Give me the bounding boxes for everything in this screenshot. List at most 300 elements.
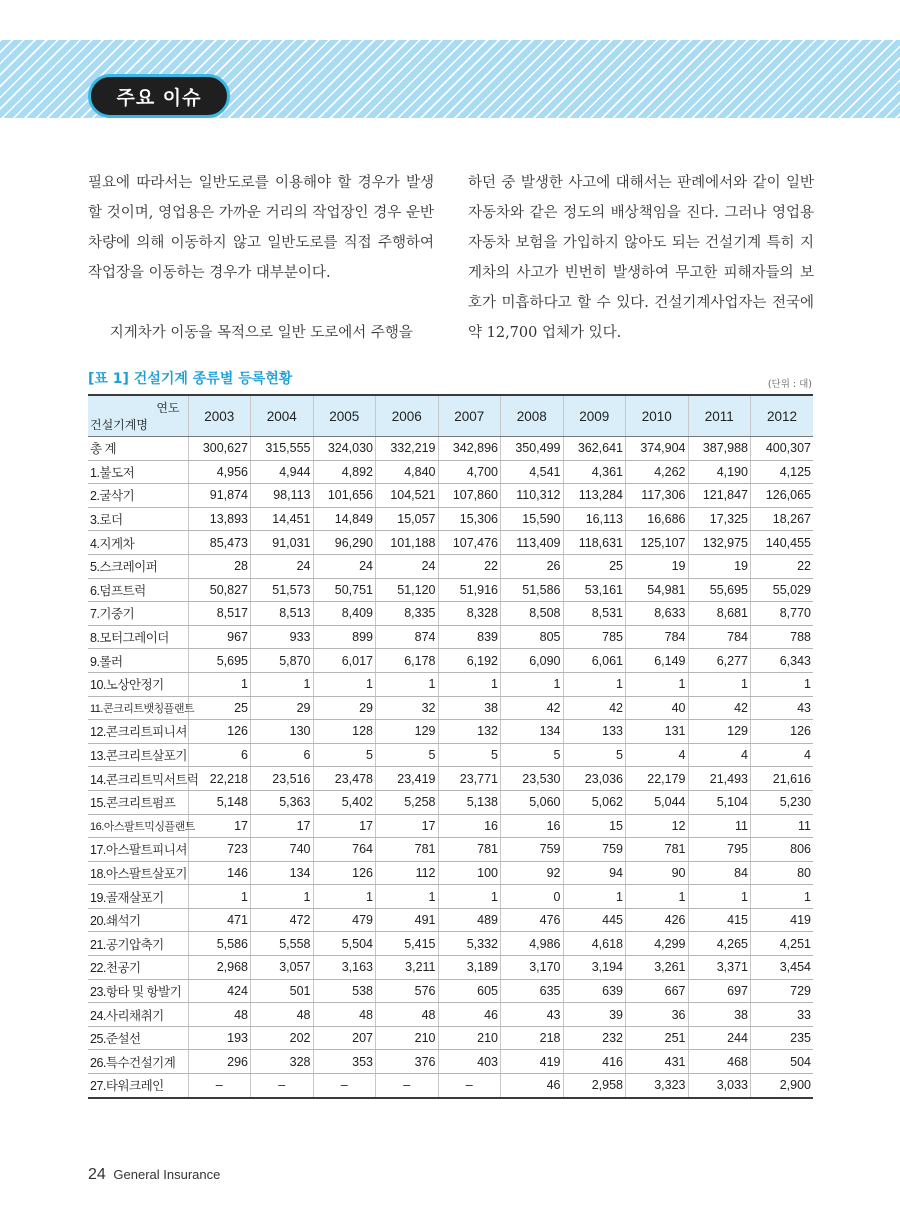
value-cell: 5,695 (188, 649, 251, 673)
machine-name-cell: 20.쇄석기 (88, 908, 188, 932)
value-cell: 784 (626, 625, 689, 649)
value-cell: 784 (688, 625, 751, 649)
machine-name-cell: 26.특수건설기계 (88, 1050, 188, 1074)
value-cell: 424 (188, 979, 251, 1003)
value-cell: 468 (688, 1050, 751, 1074)
machine-name-cell: 12.콘크리트피니셔 (88, 720, 188, 744)
value-cell: 5,870 (251, 649, 314, 673)
value-cell: 416 (563, 1050, 626, 1074)
value-cell: 55,695 (688, 578, 751, 602)
value-cell: 42 (688, 696, 751, 720)
machine-name-cell: 23.항타 및 항발기 (88, 979, 188, 1003)
value-cell: 605 (438, 979, 501, 1003)
value-cell: 98,113 (251, 484, 314, 508)
value-cell: 22,218 (188, 767, 251, 791)
value-cell: 14,451 (251, 507, 314, 531)
value-cell: 129 (376, 720, 439, 744)
value-cell: 781 (438, 838, 501, 862)
value-cell: 342,896 (438, 437, 501, 461)
value-cell: 5,258 (376, 790, 439, 814)
value-cell: 24 (251, 554, 314, 578)
value-cell: 11 (688, 814, 751, 838)
value-cell: 15,057 (376, 507, 439, 531)
value-cell: 4 (688, 743, 751, 767)
value-cell: 6,061 (563, 649, 626, 673)
value-cell: 16 (438, 814, 501, 838)
table-row (88, 554, 813, 578)
year-header: 2007 (438, 395, 501, 437)
value-cell: 126 (751, 720, 814, 744)
value-cell: 759 (563, 838, 626, 862)
machine-name-cell: 2.굴삭기 (88, 484, 188, 508)
value-cell: 22 (751, 554, 814, 578)
value-cell: 51,916 (438, 578, 501, 602)
value-cell: 489 (438, 908, 501, 932)
value-cell: 6 (188, 743, 251, 767)
value-cell: 8,328 (438, 602, 501, 626)
table-row (88, 908, 813, 932)
value-cell: 8,770 (751, 602, 814, 626)
value-cell: 3,163 (313, 956, 376, 980)
value-cell: 48 (313, 1003, 376, 1027)
value-cell: 128 (313, 720, 376, 744)
table-body (88, 437, 813, 1098)
value-cell: 8,513 (251, 602, 314, 626)
table-row (88, 956, 813, 980)
value-cell: 1 (626, 885, 689, 909)
value-cell: 8,508 (501, 602, 564, 626)
value-cell: 899 (313, 625, 376, 649)
year-header: 2012 (751, 395, 814, 437)
machine-name-cell: 18.아스팔트살포기 (88, 861, 188, 885)
value-cell: 54,981 (626, 578, 689, 602)
value-cell: 5,060 (501, 790, 564, 814)
table-row (88, 838, 813, 862)
machine-name-cell: 5.스크레이퍼 (88, 554, 188, 578)
value-cell: 113,409 (501, 531, 564, 555)
value-cell: 3,194 (563, 956, 626, 980)
table-row (88, 720, 813, 744)
value-cell: 788 (751, 625, 814, 649)
value-cell: 839 (438, 625, 501, 649)
value-cell: 16,686 (626, 507, 689, 531)
value-cell: 795 (688, 838, 751, 862)
year-header: 2011 (688, 395, 751, 437)
machine-name-cell: 9.롤러 (88, 649, 188, 673)
value-cell: 55,029 (751, 578, 814, 602)
year-header: 2009 (563, 395, 626, 437)
value-cell: 32 (376, 696, 439, 720)
value-cell: 29 (251, 696, 314, 720)
value-cell: 6,149 (626, 649, 689, 673)
value-cell: 110,312 (501, 484, 564, 508)
table-header-row (88, 395, 813, 437)
value-cell: 387,988 (688, 437, 751, 461)
value-cell: 419 (751, 908, 814, 932)
value-cell: 639 (563, 979, 626, 1003)
value-cell: 781 (376, 838, 439, 862)
value-cell: 4,541 (501, 460, 564, 484)
value-cell: 51,586 (501, 578, 564, 602)
value-cell: 874 (376, 625, 439, 649)
value-cell: 328 (251, 1050, 314, 1074)
value-cell: 15,306 (438, 507, 501, 531)
value-cell: 101,188 (376, 531, 439, 555)
value-cell: 4,299 (626, 932, 689, 956)
value-cell: 134 (251, 861, 314, 885)
value-cell: 121,847 (688, 484, 751, 508)
value-cell: – (188, 1074, 251, 1098)
value-cell: 785 (563, 625, 626, 649)
value-cell: 403 (438, 1050, 501, 1074)
page-number: 24 (88, 1166, 106, 1183)
value-cell: 38 (688, 1003, 751, 1027)
paragraph: 하던 중 발생한 사고에 대해서는 판례에서와 같이 일반 자동차와 같은 정도의 배상책임을 진다. 그러나 영업용 자동차 보험을 가입하지 않아도 되는 건설기계 특히 지게차의 사고가 빈번히 발생하여 무고한 피해자들의 보호가 미흡하다고 할 수 있다. 건설기계사업자는 전국에 약 12,700 업체가 있다. (468, 175, 814, 341)
value-cell: 296 (188, 1050, 251, 1074)
value-cell: 1 (313, 672, 376, 696)
value-cell: 1 (438, 885, 501, 909)
value-cell: 140,455 (751, 531, 814, 555)
value-cell: 4,190 (688, 460, 751, 484)
value-cell: 251 (626, 1026, 689, 1050)
value-cell: 51,120 (376, 578, 439, 602)
value-cell: 218 (501, 1026, 564, 1050)
value-cell: 112 (376, 861, 439, 885)
value-cell: 504 (751, 1050, 814, 1074)
value-cell: 4 (751, 743, 814, 767)
value-cell: 806 (751, 838, 814, 862)
value-cell: 43 (501, 1003, 564, 1027)
value-cell: 1 (501, 672, 564, 696)
value-cell: 4,892 (313, 460, 376, 484)
machine-name-cell: 1.불도저 (88, 460, 188, 484)
value-cell: 471 (188, 908, 251, 932)
value-cell: 207 (313, 1026, 376, 1050)
value-cell: 759 (501, 838, 564, 862)
value-cell: 1 (626, 672, 689, 696)
value-cell: 48 (376, 1003, 439, 1027)
value-cell: 8,335 (376, 602, 439, 626)
value-cell: 3,371 (688, 956, 751, 980)
value-cell: 130 (251, 720, 314, 744)
value-cell: 18,267 (751, 507, 814, 531)
value-cell: 353 (313, 1050, 376, 1074)
table-row (88, 460, 813, 484)
value-cell: 5,504 (313, 932, 376, 956)
table-row (88, 1026, 813, 1050)
value-cell: 46 (438, 1003, 501, 1027)
value-cell: 40 (626, 696, 689, 720)
year-header: 2008 (501, 395, 564, 437)
value-cell: 2,900 (751, 1074, 814, 1098)
value-cell: 17 (376, 814, 439, 838)
value-cell: 129 (688, 720, 751, 744)
table-row (88, 1050, 813, 1074)
table-row (88, 885, 813, 909)
machine-name-cell: 4.지게차 (88, 531, 188, 555)
value-cell: 12 (626, 814, 689, 838)
value-cell: 25 (188, 696, 251, 720)
value-cell: 967 (188, 625, 251, 649)
value-cell: 6,277 (688, 649, 751, 673)
value-cell: 17 (313, 814, 376, 838)
value-cell: 24 (313, 554, 376, 578)
value-cell: 4,618 (563, 932, 626, 956)
value-cell: 17 (188, 814, 251, 838)
value-cell: 4,986 (501, 932, 564, 956)
value-cell: 19 (688, 554, 751, 578)
value-cell: 1 (251, 885, 314, 909)
value-cell: 22,179 (626, 767, 689, 791)
table-row (88, 578, 813, 602)
value-cell: 6,343 (751, 649, 814, 673)
value-cell: 3,057 (251, 956, 314, 980)
value-cell: 5 (376, 743, 439, 767)
value-cell: 11 (751, 814, 814, 838)
table-row (88, 625, 813, 649)
value-cell: 1 (751, 672, 814, 696)
machine-name-cell: 24.사리채취기 (88, 1003, 188, 1027)
value-cell: 25 (563, 554, 626, 578)
machine-name-cell: 21.공기압축기 (88, 932, 188, 956)
publication-name: General Insurance (113, 1167, 221, 1182)
value-cell: 576 (376, 979, 439, 1003)
year-header: 2010 (626, 395, 689, 437)
value-cell: 5 (501, 743, 564, 767)
table-unit: (단위 : 대) (767, 379, 812, 390)
table-row (88, 649, 813, 673)
value-cell: 132,975 (688, 531, 751, 555)
value-cell: 1 (563, 885, 626, 909)
value-cell: 415 (688, 908, 751, 932)
value-cell: 126 (188, 720, 251, 744)
value-cell: 15,590 (501, 507, 564, 531)
value-cell: 22 (438, 554, 501, 578)
value-cell: 5,062 (563, 790, 626, 814)
value-cell: 4 (626, 743, 689, 767)
value-cell: 0 (501, 885, 564, 909)
value-cell: 23,419 (376, 767, 439, 791)
registration-table (88, 394, 813, 1099)
value-cell: 472 (251, 908, 314, 932)
value-cell: 376 (376, 1050, 439, 1074)
value-cell: 107,476 (438, 531, 501, 555)
value-cell: 113,284 (563, 484, 626, 508)
value-cell: 8,409 (313, 602, 376, 626)
value-cell: 85,473 (188, 531, 251, 555)
table-row (88, 767, 813, 791)
value-cell: – (438, 1074, 501, 1098)
machine-name-cell: 19.골재살포기 (88, 885, 188, 909)
paragraph: 필요에 따라서는 일반도로를 이용해야 할 경우가 발생할 것이며, 영업용은 가까운 거리의 작업장인 경우 운반 차량에 의해 이동하지 않고 일반도로를 직접 주행하여 작업장을 이동하는 경우가 대부분이다. (88, 175, 434, 281)
table-row (88, 814, 813, 838)
machine-name-cell: 3.로더 (88, 507, 188, 531)
value-cell: 538 (313, 979, 376, 1003)
table-row (88, 790, 813, 814)
value-cell: 131 (626, 720, 689, 744)
value-cell: 244 (688, 1026, 751, 1050)
corner-label-machine: 건설기계명 (90, 418, 148, 432)
table-corner-cell (88, 395, 188, 437)
value-cell: 324,030 (313, 437, 376, 461)
value-cell: 2,968 (188, 956, 251, 980)
value-cell: 46 (501, 1074, 564, 1098)
value-cell: 5,138 (438, 790, 501, 814)
value-cell: 476 (501, 908, 564, 932)
value-cell: 36 (626, 1003, 689, 1027)
value-cell: 202 (251, 1026, 314, 1050)
value-cell: 16 (501, 814, 564, 838)
table-row (88, 602, 813, 626)
value-cell: 3,261 (626, 956, 689, 980)
value-cell: 3,323 (626, 1074, 689, 1098)
value-cell: 117,306 (626, 484, 689, 508)
table-row (88, 743, 813, 767)
value-cell: 5 (313, 743, 376, 767)
value-cell: 5 (438, 743, 501, 767)
value-cell: 1 (751, 885, 814, 909)
value-cell: 48 (251, 1003, 314, 1027)
value-cell: 5,044 (626, 790, 689, 814)
value-cell: 5,558 (251, 932, 314, 956)
value-cell: 4,944 (251, 460, 314, 484)
value-cell: 5,148 (188, 790, 251, 814)
value-cell: 635 (501, 979, 564, 1003)
value-cell: 23,530 (501, 767, 564, 791)
value-cell: 17 (251, 814, 314, 838)
value-cell: 80 (751, 861, 814, 885)
machine-name-cell: 6.덤프트럭 (88, 578, 188, 602)
machine-name-cell: 22.천공기 (88, 956, 188, 980)
value-cell: 23,036 (563, 767, 626, 791)
machine-name-cell: 10.노상안정기 (88, 672, 188, 696)
value-cell: 5,332 (438, 932, 501, 956)
value-cell: 667 (626, 979, 689, 1003)
value-cell: 28 (188, 554, 251, 578)
year-header: 2006 (376, 395, 439, 437)
value-cell: 5,402 (313, 790, 376, 814)
value-cell: 126 (313, 861, 376, 885)
value-cell: 92 (501, 861, 564, 885)
table-row (88, 531, 813, 555)
value-cell: 697 (688, 979, 751, 1003)
value-cell: 8,633 (626, 602, 689, 626)
table-row (88, 932, 813, 956)
body-column-left (88, 168, 434, 348)
table-row (88, 672, 813, 696)
value-cell: 491 (376, 908, 439, 932)
value-cell: 1 (376, 672, 439, 696)
value-cell: 50,827 (188, 578, 251, 602)
year-header: 2003 (188, 395, 251, 437)
value-cell: 4,361 (563, 460, 626, 484)
value-cell: 14,849 (313, 507, 376, 531)
value-cell: 17,325 (688, 507, 751, 531)
body-column-right (468, 168, 814, 348)
value-cell: 104,521 (376, 484, 439, 508)
value-cell: 933 (251, 625, 314, 649)
table-row (88, 696, 813, 720)
value-cell: 193 (188, 1026, 251, 1050)
value-cell: 84 (688, 861, 751, 885)
table-row (88, 979, 813, 1003)
value-cell: 3,033 (688, 1074, 751, 1098)
value-cell: 1 (438, 672, 501, 696)
value-cell: 16,113 (563, 507, 626, 531)
value-cell: 146 (188, 861, 251, 885)
value-cell: 210 (376, 1026, 439, 1050)
value-cell: 24 (376, 554, 439, 578)
value-cell: 445 (563, 908, 626, 932)
value-cell: 91,874 (188, 484, 251, 508)
machine-name-cell: 17.아스팔트피니셔 (88, 838, 188, 862)
value-cell: 29 (313, 696, 376, 720)
value-cell: 740 (251, 838, 314, 862)
value-cell: 26 (501, 554, 564, 578)
value-cell: 5,363 (251, 790, 314, 814)
value-cell: 3,211 (376, 956, 439, 980)
value-cell: 479 (313, 908, 376, 932)
value-cell: 6,017 (313, 649, 376, 673)
value-cell: 5,415 (376, 932, 439, 956)
year-header: 2005 (313, 395, 376, 437)
value-cell: 90 (626, 861, 689, 885)
table-row (88, 861, 813, 885)
value-cell: 15 (563, 814, 626, 838)
machine-name-cell: 8.모터그레이더 (88, 625, 188, 649)
value-cell: 126,065 (751, 484, 814, 508)
value-cell: 42 (501, 696, 564, 720)
machine-name-cell: 11.콘크리트뱃칭플랜트 (88, 696, 188, 720)
value-cell: 51,573 (251, 578, 314, 602)
table-row (88, 507, 813, 531)
value-cell: 723 (188, 838, 251, 862)
value-cell: 107,860 (438, 484, 501, 508)
value-cell: 426 (626, 908, 689, 932)
value-cell: 501 (251, 979, 314, 1003)
value-cell: 4,840 (376, 460, 439, 484)
value-cell: 6,192 (438, 649, 501, 673)
value-cell: 1 (251, 672, 314, 696)
value-cell: 8,531 (563, 602, 626, 626)
value-cell: 4,262 (626, 460, 689, 484)
value-cell: 132 (438, 720, 501, 744)
value-cell: – (313, 1074, 376, 1098)
value-cell: 4,700 (438, 460, 501, 484)
value-cell: 431 (626, 1050, 689, 1074)
value-cell: 350,499 (501, 437, 564, 461)
value-cell: 1 (376, 885, 439, 909)
value-cell: 8,681 (688, 602, 751, 626)
table-title: [표 1] 건설기계 종류별 등록현황 (88, 371, 293, 387)
value-cell: 362,641 (563, 437, 626, 461)
value-cell: 50,751 (313, 578, 376, 602)
value-cell: 21,493 (688, 767, 751, 791)
value-cell: 23,771 (438, 767, 501, 791)
value-cell: 39 (563, 1003, 626, 1027)
machine-name-cell: 14.콘크리트믹서트럭 (88, 767, 188, 791)
value-cell: 419 (501, 1050, 564, 1074)
machine-name-cell: 7.기중기 (88, 602, 188, 626)
value-cell: 53,161 (563, 578, 626, 602)
value-cell: 3,189 (438, 956, 501, 980)
page-footer (88, 1166, 220, 1184)
value-cell: 232 (563, 1026, 626, 1050)
value-cell: 3,454 (751, 956, 814, 980)
value-cell: 332,219 (376, 437, 439, 461)
section-badge: 주요 이슈 (88, 74, 230, 118)
value-cell: 2,958 (563, 1074, 626, 1098)
